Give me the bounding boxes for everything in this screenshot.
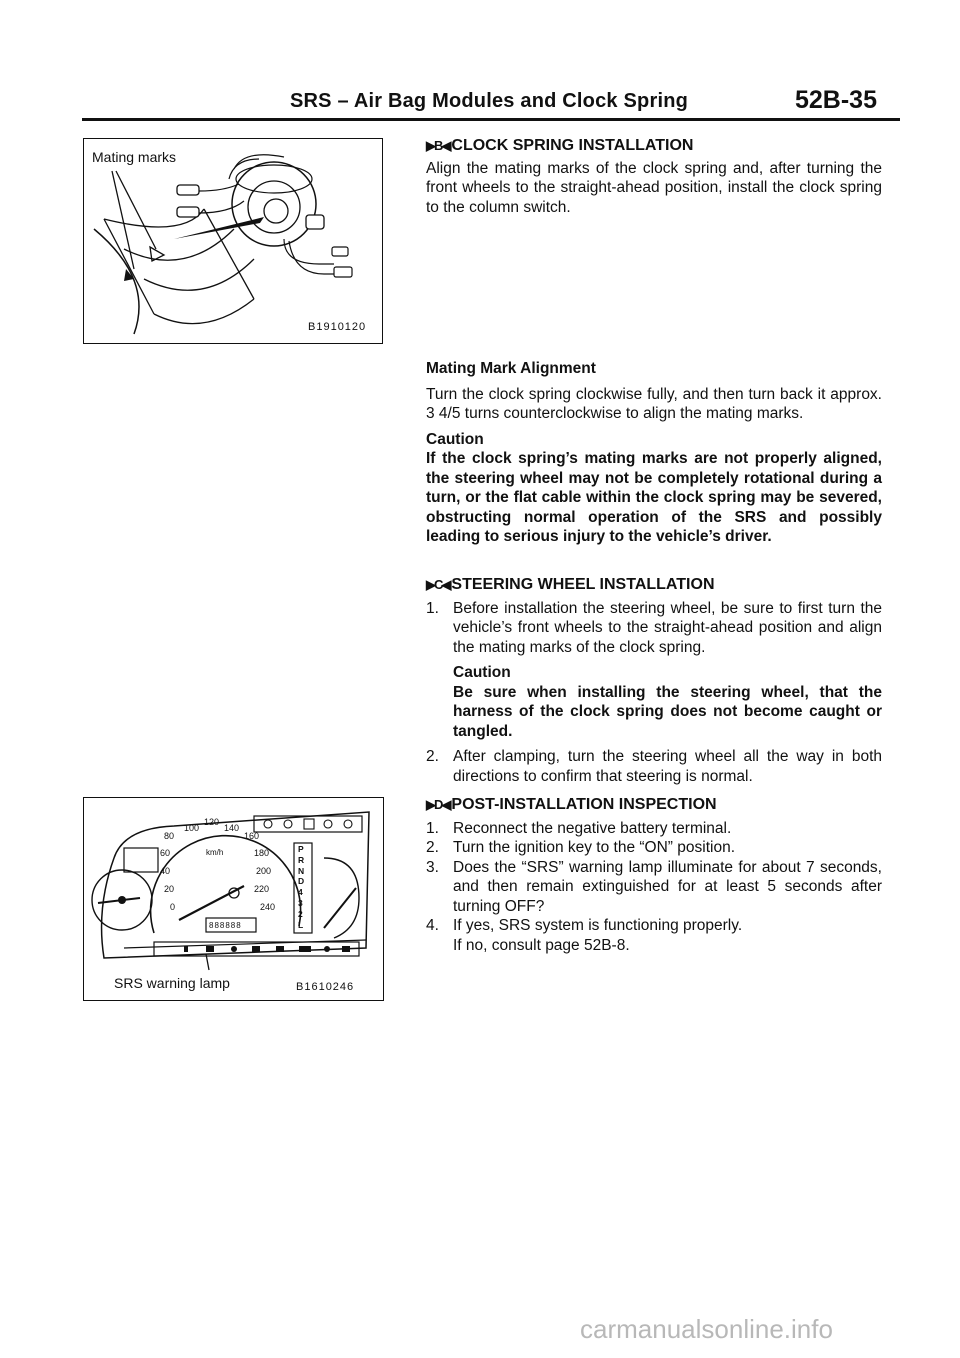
instruction-list (426, 599, 882, 787)
gear-indicator (298, 844, 304, 930)
speed-tick: 220 (254, 884, 270, 894)
list-text: Before installation the steering wheel, be sure to first turn the vehicle’s front wheels to the straight-ahead position and align the mating marks of the clock spring. (453, 599, 882, 656)
list-text: Does the “SRS” warning lamp illuminate for about 7 seconds, and then remain extinguished for at least 5 seconds after turning OFF? (453, 858, 882, 915)
section-marker: ▶C◀ (426, 577, 450, 592)
clock-spring-illustration (84, 139, 380, 339)
speed-tick: 120 (204, 817, 220, 827)
page-title: SRS – Air Bag Modules and Clock Spring (290, 90, 689, 112)
section-heading (426, 795, 882, 815)
srs-warning-lamp-label: SRS warning lamp (114, 975, 230, 991)
list-number: 1. (426, 599, 439, 617)
list-text: Reconnect the negative battery terminal. (453, 819, 732, 837)
section-steering-wheel-installation (426, 575, 882, 786)
watermark: carmanualsonline.info (580, 1314, 833, 1344)
gear-label: R (298, 854, 305, 865)
section-heading-text: CLOCK SPRING INSTALLATION (451, 137, 694, 154)
caution-text: Be sure when installing the steering wheel, that the harness of the clock spring does not become caught or tangled. (453, 683, 882, 740)
gear-label: 2 (298, 908, 303, 919)
caution-text: If the clock spring’s mating marks are not properly aligned, the steering wheel may not be completely rotational during a turn, or the flat cable within the clock spring may be severed, obstructing normal operation of the SRS and possibly leading to serious injury to the vehicle’s driver. (426, 450, 882, 545)
paragraph: Turn the clock spring clockwise fully, and then turn back it approx. 3 4/5 turns counterclockwise to align the mating marks. (426, 385, 882, 422)
list-item (426, 858, 882, 917)
gear-label: 4 (298, 887, 303, 898)
section-post-installation-inspection (426, 795, 882, 955)
speed-tick: 180 (254, 848, 270, 858)
caution-title: Caution (426, 430, 484, 448)
speed-tick: 140 (224, 823, 240, 833)
gear-label: D (298, 876, 305, 887)
list-text: If yes, SRS system is functioning properly. (453, 917, 743, 934)
mating-marks-label: Mating marks (92, 149, 177, 165)
paragraph: Align the mating marks of the clock spring and, after turning the front wheels to the straight-ahead position, install the clock spring to the column switch. (426, 159, 882, 216)
gear-label: 3 (298, 897, 303, 908)
list-text: After clamping, turn the steering wheel all the way in both directions to confirm that steering is normal. (453, 748, 882, 785)
section-marker: ▶B◀ (426, 138, 450, 153)
gear-label: N (298, 865, 305, 876)
section-clock-spring-installation (426, 136, 882, 217)
speed-tick: 160 (244, 831, 260, 841)
list-text: If no, consult page 52B-8. (453, 936, 630, 954)
caution-title: Caution (453, 664, 511, 681)
list-item (426, 819, 882, 839)
list-item (426, 838, 882, 858)
header-rule (82, 118, 900, 121)
list-text: Turn the ignition key to the “ON” position. (453, 839, 736, 856)
subsection-mating-mark-alignment (426, 359, 882, 547)
section-heading-text: STEERING WHEEL INSTALLATION (451, 576, 715, 593)
speed-tick: 80 (164, 831, 175, 841)
list-number: 3. (426, 858, 439, 876)
section-heading (426, 575, 882, 595)
section-heading-text: POST-INSTALLATION INSPECTION (451, 796, 717, 813)
list-item (426, 916, 882, 955)
speed-tick: 100 (184, 823, 200, 833)
speed-tick: 60 (160, 848, 171, 858)
speed-tick: 20 (164, 884, 175, 894)
speed-tick: 0 (170, 902, 176, 912)
speed-tick: 240 (260, 902, 276, 912)
speed-unit: km/h (206, 848, 224, 857)
list-number: 2. (426, 748, 439, 765)
list-number: 1. (426, 819, 439, 837)
instruction-list (426, 819, 882, 956)
page-number: 52B-35 (795, 86, 877, 114)
speed-tick: 200 (256, 866, 272, 876)
section-marker: ▶D◀ (426, 797, 450, 812)
section-heading (426, 136, 882, 156)
odometer-display: 888888 (209, 921, 242, 930)
instrument-cluster-figure (83, 797, 384, 1001)
list-item (426, 747, 882, 786)
list-item (426, 599, 882, 742)
gear-label: L (298, 919, 304, 930)
list-number: 2. (426, 839, 439, 856)
gear-label: P (298, 844, 304, 854)
clock-spring-figure (83, 138, 383, 344)
speed-tick: 40 (160, 866, 171, 876)
figure-code: B1610246 (296, 981, 355, 993)
figure-code: B1910120 (308, 321, 367, 333)
subsection-heading: Mating Mark Alignment (426, 360, 596, 377)
list-number: 4. (426, 917, 439, 934)
